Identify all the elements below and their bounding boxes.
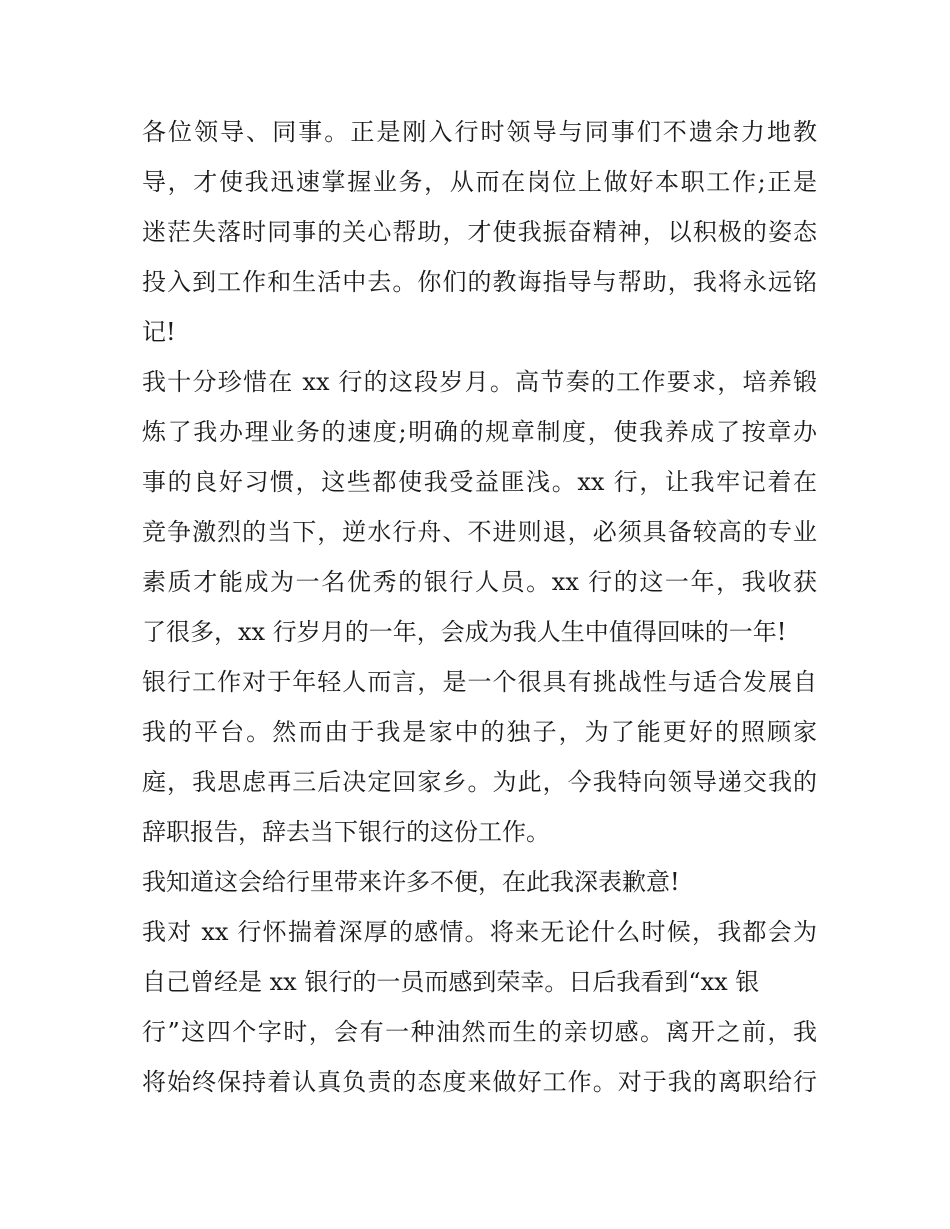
paragraph-1: [142, 107, 817, 357]
text-line: 庭，我思虑再三后决定回家乡。为此，今我特向领导递交我的: [142, 768, 817, 796]
paragraph-5: [142, 907, 817, 1107]
text-line: 了很多，xx 行岁月的一年，会成为我人生中值得回味的一年!: [142, 618, 787, 646]
text-line: 投入到工作和生活中去。你们的教诲指导与帮助，我将永远铭: [142, 268, 817, 296]
text-line: 我对 xx 行怀揣着深厚的感情。将来无论什么时候，我都会为: [142, 918, 817, 946]
text-line: 辞职报告，辞去当下银行的这份工作。: [142, 818, 550, 846]
paragraph-2: [142, 357, 817, 657]
text-line: 导，才使我迅速掌握业务，从而在岗位上做好本职工作;正是: [142, 168, 817, 196]
text-line: 事的良好习惯，这些都使我受益匪浅。xx 行，让我牢记着在: [142, 468, 817, 496]
text-line: 将始终保持着认真负责的态度来做好工作。对于我的离职给行: [142, 1068, 817, 1096]
text-line: 我知道这会给行里带来许多不便，在此我深表歉意!: [142, 868, 680, 896]
text-line: 各位领导、同事。正是刚入行时领导与同事们不遗余力地教: [142, 118, 817, 146]
text-line: 竞争激烈的当下，逆水行舟、不进则退，必须具备较高的专业: [142, 518, 817, 546]
text-line: 迷茫失落时同事的关心帮助，才使我振奋精神，以积极的姿态: [142, 218, 817, 246]
text-line: 银行工作对于年轻人而言，是一个很具有挑战性与适合发展自: [142, 668, 817, 696]
document-body: [142, 107, 817, 1107]
text-line: 炼了我办理业务的速度;明确的规章制度，使我养成了按章办: [142, 418, 817, 446]
paragraph-3: [142, 657, 817, 857]
text-line: 我十分珍惜在 xx 行的这段岁月。高节奏的工作要求，培养锻: [142, 368, 817, 396]
text-line: 自己曾经是 xx 银行的一员而感到荣幸。日后我看到“xx 银: [142, 968, 760, 996]
text-line: 记!: [142, 318, 176, 346]
text-line: 素质才能成为一名优秀的银行人员。xx 行的这一年，我收获: [142, 568, 817, 596]
text-line: 我的平台。然而由于我是家中的独子，为了能更好的照顾家: [142, 718, 817, 746]
text-line: 行”这四个字时，会有一种油然而生的亲切感。离开之前，我: [142, 1018, 817, 1046]
paragraph-4: [142, 857, 817, 907]
